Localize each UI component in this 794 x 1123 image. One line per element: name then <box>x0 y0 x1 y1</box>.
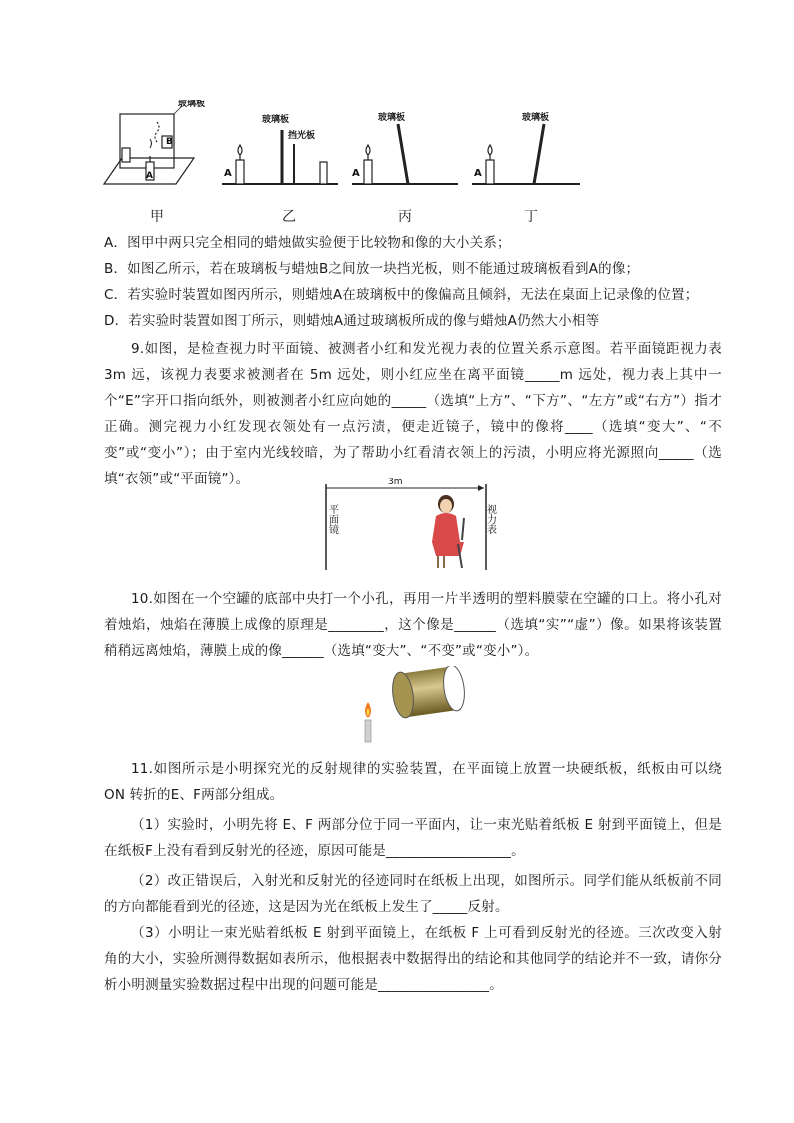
girl-on-chair-icon <box>432 495 464 568</box>
candle-flame-icon <box>365 702 371 742</box>
label-glass-bing: 玻璃板 <box>378 113 406 123</box>
candle-experiment-figure <box>102 100 592 196</box>
label-b: B <box>166 137 173 147</box>
q8-option-d: D．若实验时装置如图丁所示，则蜡烛A通过玻璃板所成的像与蜡烛A仍然大小相等 <box>104 313 600 329</box>
q8-option-a: A．图甲中两只完全相同的蜡烛做实验便于比较物和像的大小关系； <box>104 235 511 251</box>
figure-captions <box>0 206 794 226</box>
q11-intro: 11.如图所示是小明探究光的反射规律的实验装置，在平面镜上放置一块硬纸板，纸板由可以绕 ON 转折的E、F两部分组成。 <box>104 761 722 803</box>
label-glass-ding: 玻璃板 <box>522 113 550 123</box>
caption-bing: 丙 <box>398 209 412 225</box>
figure-yi <box>222 130 338 184</box>
q10-text: 10.如图在一个空罐的底部中央打一个小孔，再用一片半透明的塑料膜蒙在空罐的口上。将小孔对着烛焰，烛焰在薄膜上成像的原理是________，这个像是______（选填“实”“虚”）像。如果将该装置稍稍远离烛焰，薄膜上成的像______（选填“变大”、“不变”或“变小”）。 <box>104 591 722 659</box>
figure-ding <box>472 124 580 184</box>
label-glass-jia: 玻璃板 <box>178 100 206 109</box>
figure-bing <box>352 124 458 184</box>
caption-yi: 乙 <box>282 209 296 225</box>
label-a-ding: A <box>474 168 482 179</box>
label-glass-yi: 玻璃板 <box>262 115 290 125</box>
caption-ding: 丁 <box>524 209 538 225</box>
q8-option-b: B．如图乙所示，若在玻璃板与蜡烛B之间放一块挡光板，则不能通过玻璃板看到A的像； <box>104 261 640 277</box>
q11-part-2: （2）改正错误后，入射光和反射光的径迹同时在纸板上出现，如图所示。同学们能从纸板前不同的方向都能看到光的径迹，这是因为光在纸板上发生了_____反射。 <box>104 873 722 915</box>
label-a-yi: A <box>224 168 232 179</box>
distance-label: 3m <box>388 478 403 487</box>
can-icon <box>390 666 466 719</box>
label-a-bing: A <box>352 168 360 179</box>
chart-label: 视力表 <box>484 504 496 534</box>
pinhole-can-figure <box>350 666 466 746</box>
q11-part-1: （1）实验时，小明先将 E、F 两部分位于同一平面内，让一束光贴着纸板 E 射到平面镜上，但是在纸板F上没有看到反射光的径迹，原因可能是__________________。 <box>104 817 722 859</box>
label-shield: 挡光板 <box>288 131 316 141</box>
caption-jia: 甲 <box>150 209 164 225</box>
label-a-jia: A <box>146 171 153 181</box>
mirror-label: 平面镜 <box>326 504 338 534</box>
eye-test-figure <box>318 478 498 572</box>
q8-option-c: C．若实验时装置如图丙所示，则蜡烛A在玻璃板中的像偏高且倾斜，无法在桌面上记录像的位置； <box>104 287 699 303</box>
q9-text: 9.如图，是检查视力时平面镜、被测者小红和发光视力表的位置关系示意图。若平面镜距视力表 3m 远，该视力表要求被测者在 5m 远处，则小红应坐在离平面镜_____m 远处，视力表上其中一个“E”字开口指向纸外，则被测者小红应向她的_____（选填“上方”、“下方”、“左方”或“右方”）指才正确。测完视力小红发现衣领处有一点污渍，便走近镜子，镜中的像将____（选填“变大”、“不变”或“变小”）；由于室内光线较暗，为了帮助小红看清衣领上的污渍，小明应将光源照向_____（选填“衣领”或“平面镜”）。 <box>104 341 722 487</box>
q11-part-3: （3）小明让一束光贴着纸板 E 射到平面镜上，在纸板 F 上可看到反射光的径迹。三次改变入射角的大小，实验所测得数据如表所示，他根据表中数据得出的结论和其他同学的结论并不一致，请你分析小明测量实验数据过程中出现的问题可能是________________。 <box>104 925 722 993</box>
